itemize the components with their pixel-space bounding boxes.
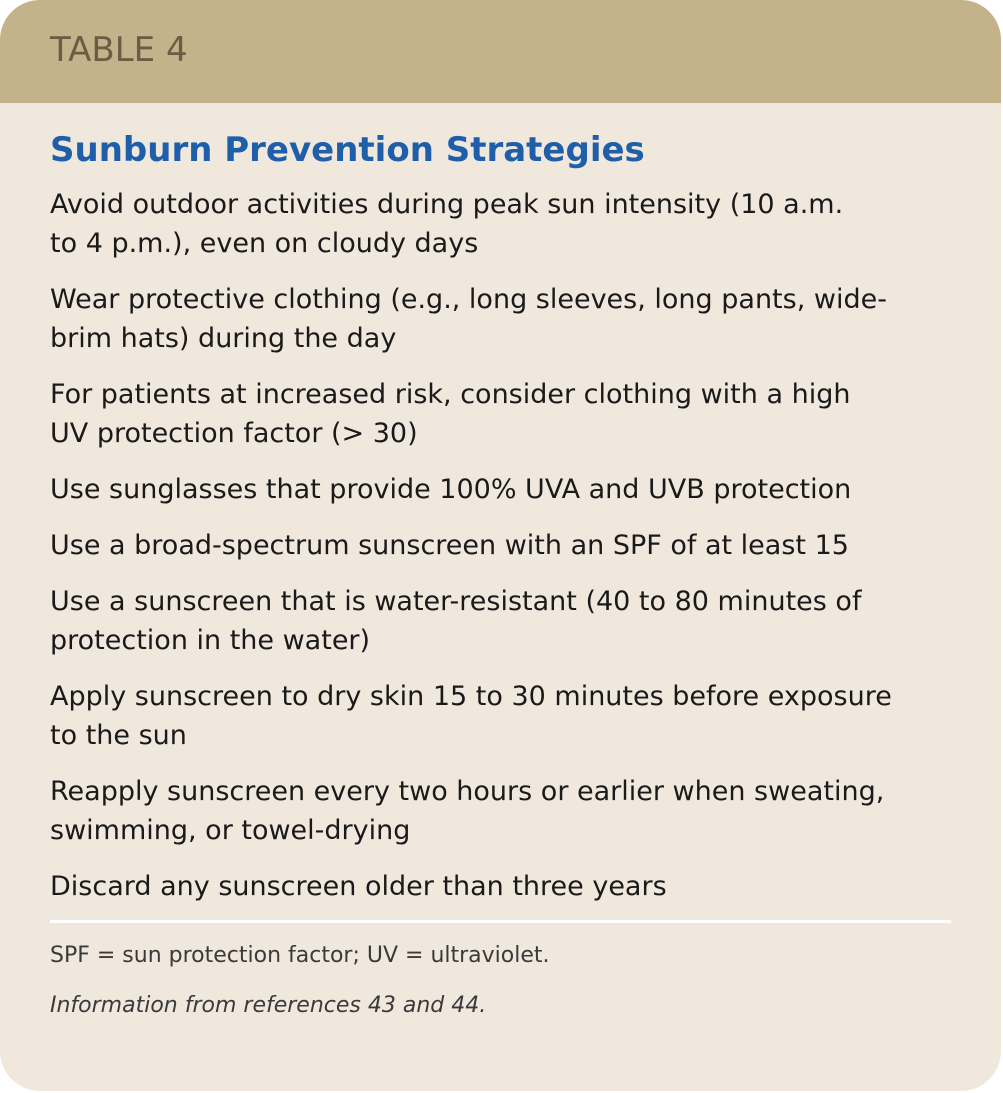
strategy-item: Wear protective clothing (e.g., long sleeves, long pants, wide- brim hats) during the day [50,284,887,354]
strategy-item: Use a sunscreen that is water-resistant (40 to 80 minutes of protection in the water) [50,586,862,656]
strategy-item: Use sunglasses that provide 100% UVA and UVB protection [50,474,852,505]
table-number-label: TABLE 4 [50,29,188,70]
strategy-item: Reapply sunscreen every two hours or earlier when sweating, swimming, or towel-drying [50,776,885,846]
abbreviations-note: SPF = sun protection factor; UV = ultraviolet. [50,943,550,968]
strategy-list [50,185,951,906]
source-note: Information from references 43 and 44. [50,993,487,1018]
strategy-item: For patients at increased risk, consider clothing with a high UV protection factor (> 30) [50,379,851,449]
strategy-item: Avoid outdoor activities during peak sun intensity (10 a.m. to 4 p.m.), even on cloudy days [50,189,844,259]
strategy-item: Discard any sunscreen older than three years [50,871,667,902]
strategy-item: Use a broad-spectrum sunscreen with an SPF of at least 15 [50,530,849,561]
table-header [0,0,1001,103]
table-content [0,103,1001,1021]
footer-divider [50,920,951,923]
table-title: Sunburn Prevention Strategies [50,130,645,170]
strategy-item: Apply sunscreen to dry skin 15 to 30 minutes before exposure to the sun [50,681,892,751]
